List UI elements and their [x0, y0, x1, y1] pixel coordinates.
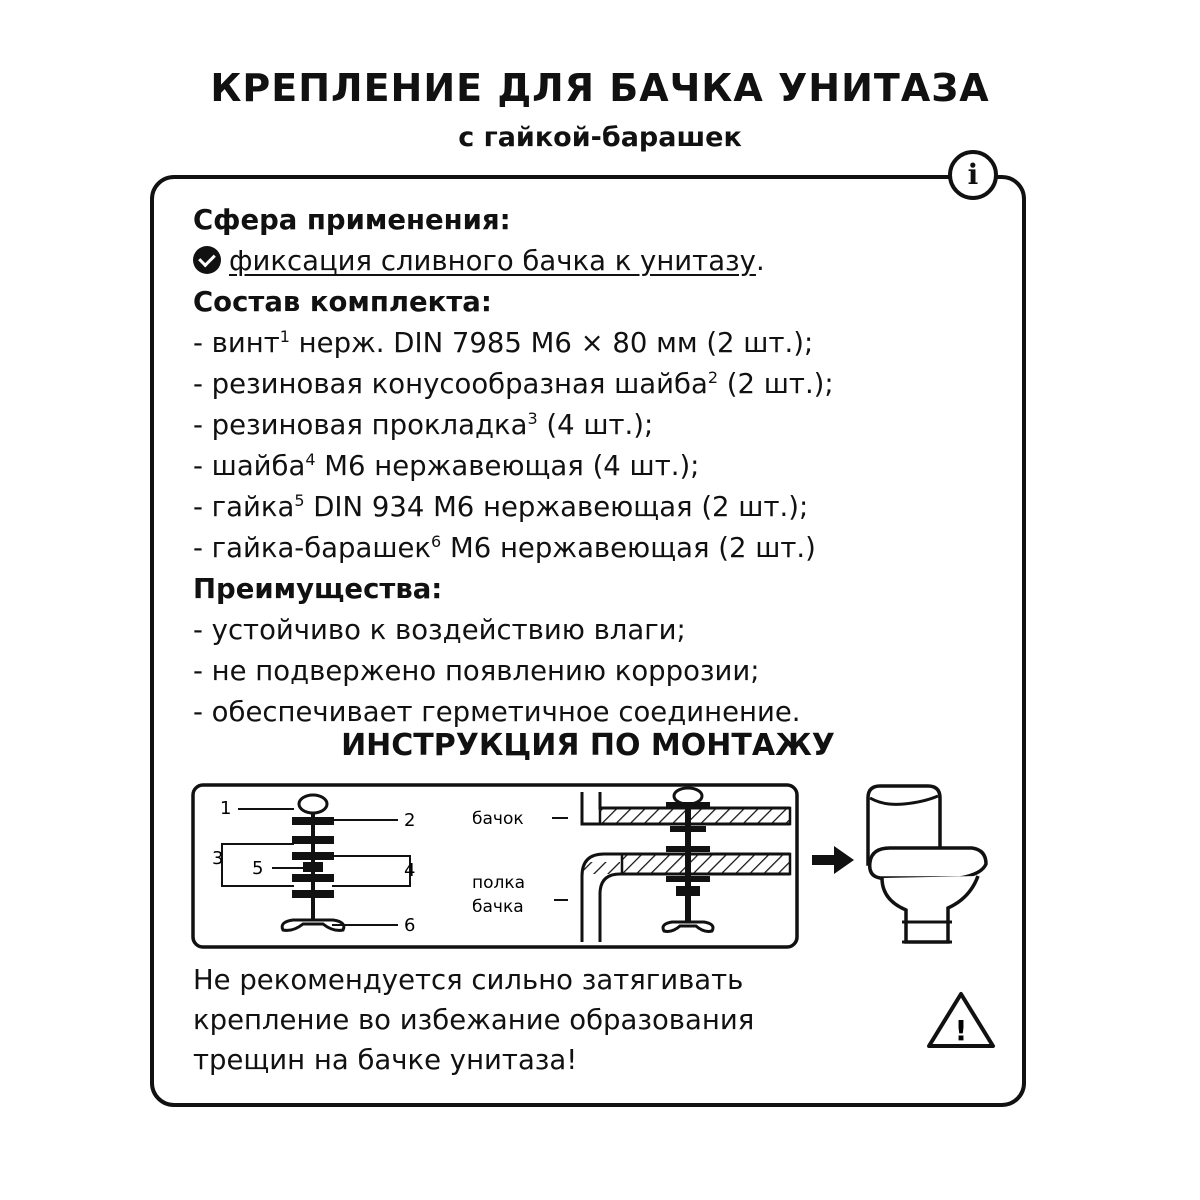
kit-item-text: - шайба: [193, 450, 306, 482]
part-number-label: 3: [212, 848, 224, 869]
part-number-label: 2: [404, 810, 416, 831]
kit-item-number: 5: [294, 491, 305, 510]
kit-item-number: 6: [431, 532, 442, 551]
kit-item-number: 1: [279, 327, 290, 346]
kit-item-text: - резиновая прокладка: [193, 409, 528, 441]
kit-item: [193, 364, 834, 404]
kit-item-text: М6 нержавеющая (4 шт.);: [315, 450, 700, 482]
kit-item: [193, 405, 653, 445]
kit-item-text: М6 нержавеющая (2 шт.): [441, 532, 816, 564]
page-subtitle: с гайкой-барашек: [458, 122, 742, 153]
advantages-heading: Преимущества:: [193, 573, 443, 605]
cross-section-view: [472, 788, 790, 942]
kit-item: [193, 528, 816, 568]
installation-title: ИНСТРУКЦИЯ ПО МОНТАЖУ: [341, 728, 835, 763]
kit-item-text: нерж. DIN 7985 М6 × 80 мм (2 шт.);: [289, 327, 814, 359]
kit-item-number: 4: [305, 450, 316, 469]
installation-diagram: [190, 782, 800, 950]
toilet-icon: [868, 786, 986, 942]
tank-label: бачок: [472, 809, 524, 829]
kit-item-text: DIN 934 М6 нержавеющая (2 шт.);: [304, 491, 809, 523]
part-number-label: 1: [220, 798, 232, 819]
check-circle-icon: [193, 246, 221, 274]
toilet-illustration: [810, 782, 1000, 952]
exploded-kit-view: [212, 795, 415, 936]
warning-line: крепление во избежание образования: [193, 1004, 755, 1036]
kit-item-text: - винт: [193, 327, 280, 359]
warning-line: трещин на бачке унитаза!: [193, 1044, 578, 1076]
application-item-text: фиксация сливного бачка к унитазу: [229, 245, 756, 277]
part-number-label: 5: [252, 858, 264, 879]
page-title: КРЕПЛЕНИЕ ДЛЯ БАЧКА УНИТАЗА: [210, 66, 990, 110]
kit-item-number: 3: [527, 409, 538, 428]
warning-line: Не рекомендуется сильно затягивать: [193, 964, 744, 996]
advantage-item: - устойчиво к воздействию влаги;: [193, 614, 686, 646]
warning-glyph: !: [954, 1014, 968, 1047]
warning-triangle-icon: [925, 990, 997, 1050]
kit-item-number: 2: [707, 368, 719, 387]
kit-item-text: - гайка-барашек: [193, 532, 432, 564]
kit-item-text: - резиновая конусообразная шайба: [193, 368, 708, 400]
advantage-item: - не подвержено появлению коррозии;: [193, 655, 760, 687]
application-item: [193, 241, 765, 281]
shelf-label-2: бачка: [472, 897, 524, 917]
kit-item-text: - гайка: [193, 491, 295, 523]
kit-item-text: (2 шт.);: [718, 368, 834, 400]
kit-item: [193, 487, 808, 527]
application-heading: Сфера применения:: [193, 204, 511, 236]
kit-heading: Состав комплекта:: [193, 286, 492, 318]
part-number-label: 6: [404, 915, 416, 936]
info-icon: i: [948, 150, 998, 200]
kit-item-text: (4 шт.);: [537, 409, 654, 441]
kit-item: [193, 323, 813, 363]
application-item-suffix: .: [755, 245, 765, 277]
kit-item: [193, 446, 699, 486]
arrow-right-icon: [812, 846, 854, 874]
advantage-item: - обеспечивает герметичное соединение.: [193, 696, 801, 728]
part-number-label: 4: [404, 860, 416, 881]
shelf-label-1: полка: [472, 873, 526, 893]
